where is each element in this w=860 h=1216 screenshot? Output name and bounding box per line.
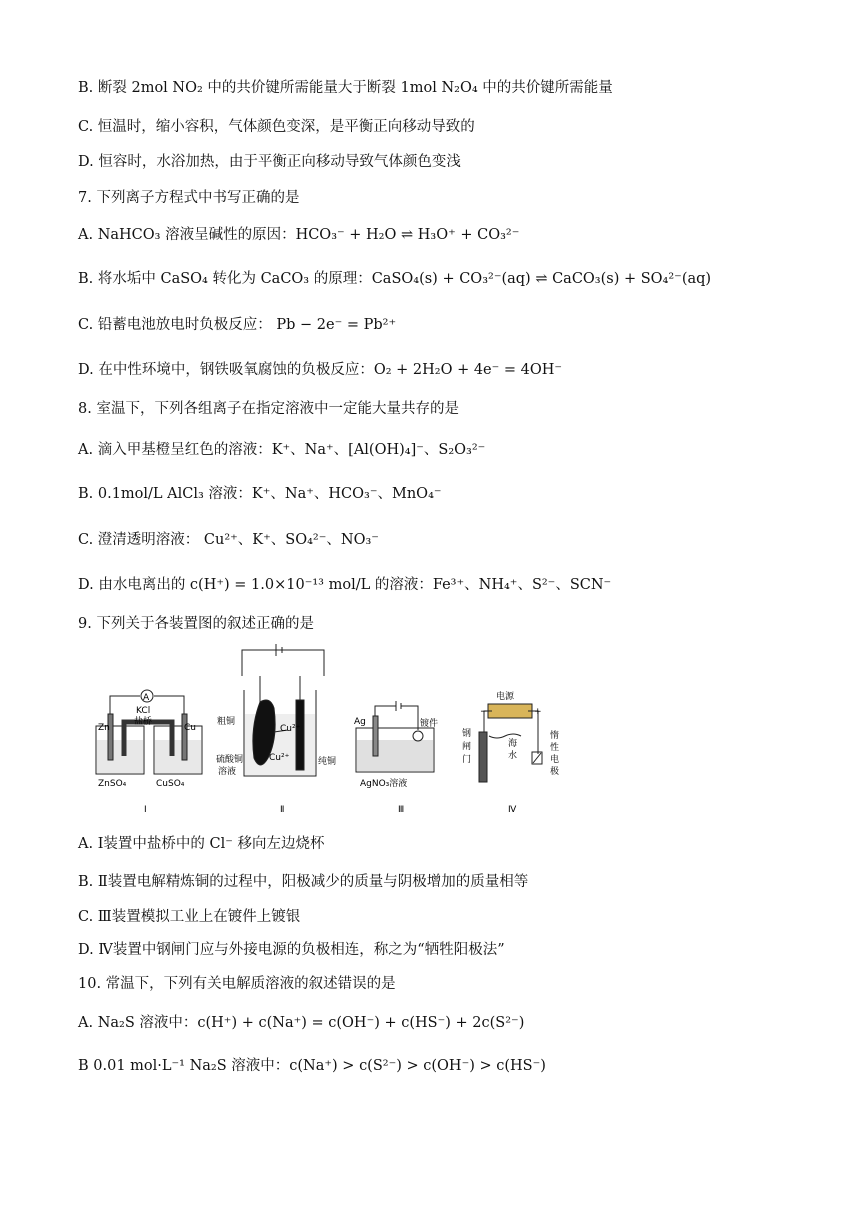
- inert-label-1: 惰: [550, 731, 560, 741]
- inert-label-4: 极: [550, 767, 560, 777]
- line-8d: D. 由水电离出的 c(H⁺) = 1.0×10⁻¹³ mol/L 的溶液：Fe³⁺、NH₄⁺、S²⁻、SCN⁻: [78, 577, 612, 593]
- inert-label-2: 性: [550, 743, 560, 753]
- caption-iii: Ⅲ: [398, 805, 405, 815]
- question-7: 7. 下列离子方程式中书写正确的是: [78, 190, 300, 206]
- caption-ii: Ⅱ: [280, 805, 285, 815]
- ag-label: Ag: [354, 717, 366, 727]
- minus-label: −: [480, 707, 488, 717]
- cu-label: Cu: [184, 723, 196, 733]
- question-8: 8. 室温下，下列各组离子在指定溶液中一定能大量共存的是: [78, 401, 459, 417]
- sol2-label-2: 溶液: [218, 767, 237, 777]
- zn-label: Zn: [98, 723, 110, 733]
- gate-label-1: 钢: [462, 729, 472, 739]
- znso4-label: ZnSO₄: [98, 779, 127, 789]
- line-9a: A. Ⅰ装置中盐桥中的 Cl⁻ 移向左边烧杯: [78, 836, 325, 852]
- sol2-label-1: 硫酸铜: [216, 755, 244, 765]
- line-7d: D. 在中性环境中，钢铁吸氧腐蚀的负极反应：O₂ + 2H₂O + 4e⁻ = 4OH⁻: [78, 362, 563, 378]
- cu-ion-2: Cu²⁺: [269, 753, 290, 763]
- question-10: 10. 常温下，下列有关电解质溶液的叙述错误的是: [78, 976, 396, 992]
- line-10b: B 0.01 mol·L⁻¹ Na₂S 溶液中：c(Na⁺) > c(S²⁻) > c(OH⁻) > c(HS⁻): [78, 1058, 546, 1074]
- line-8a: A. 滴入甲基橙呈红色的溶液：K⁺、Na⁺、[Al(OH)₄]⁻、S₂O₃²⁻: [78, 442, 486, 458]
- line-8c: C. 澄清透明溶液： Cu²⁺、K⁺、SO₄²⁻、NO₃⁻: [78, 532, 379, 548]
- line-8b: B. 0.1mol/L AlCl₃ 溶液：K⁺、Na⁺、HCO₃⁻、MnO₄⁻: [78, 486, 442, 502]
- cathode-label: 纯铜: [318, 757, 337, 767]
- plus-label: +: [534, 707, 542, 717]
- apparatus-figure: [84, 644, 584, 824]
- power-label: 电源: [496, 692, 515, 702]
- cuso4-label: CuSO₄: [156, 779, 185, 789]
- part-label: 镀件: [420, 719, 439, 729]
- line-6b: B. 断裂 2mol NO₂ 中的共价键所需能量大于断裂 1mol N₂O₄ 中的共价键所需能量: [78, 80, 613, 96]
- caption-i: Ⅰ: [144, 805, 147, 815]
- gate-label-3: 门: [462, 755, 472, 765]
- line-9c: C. Ⅲ装置模拟工业上在镀件上镀银: [78, 909, 301, 925]
- kcl-label: KCl: [136, 706, 151, 716]
- inert-label-3: 电: [550, 755, 560, 765]
- line-6d: D. 恒容时，水浴加热，由于平衡正向移动导致气体颜色变浅: [78, 154, 461, 170]
- sea-label-1: 海: [508, 739, 518, 749]
- sea-label-2: 水: [508, 751, 518, 761]
- line-7c: C. 铅蓄电池放电时负极反应： Pb − 2e⁻ = Pb²⁺: [78, 317, 397, 333]
- line-6c: C. 恒温时，缩小容积，气体颜色变深，是平衡正向移动导致的: [78, 119, 475, 135]
- apparatus-iii: [356, 701, 434, 772]
- cu-ion-1: Cu²⁺: [280, 724, 301, 734]
- anode-label: 粗铜: [217, 717, 236, 727]
- salt-bridge-label: 盐桥: [134, 717, 153, 727]
- line-7b: B. 将水垢中 CaSO₄ 转化为 CaCO₃ 的原理：CaSO₄(s) + CO₃²⁻(aq) ⇌ CaCO₃(s) + SO₄²⁻(aq): [78, 271, 712, 287]
- meter-label: A: [143, 693, 150, 703]
- line-10a: A. Na₂S 溶液中：c(H⁺) + c(Na⁺) = c(OH⁻) + c(HS⁻) + 2c(S²⁻): [78, 1015, 525, 1031]
- question-9: 9. 下列关于各装置图的叙述正确的是: [78, 616, 314, 632]
- line-7a: A. NaHCO₃ 溶液呈碱性的原因：HCO₃⁻ + H₂O ⇌ H₃O⁺ + CO₃²⁻: [78, 227, 520, 243]
- caption-iv: Ⅳ: [508, 805, 517, 815]
- line-9b: B. Ⅱ装置电解精炼铜的过程中，阳极减少的质量与阴极增加的质量相等: [78, 874, 529, 890]
- gate-label-2: 闸: [462, 742, 472, 752]
- agno3-label: AgNO₃溶液: [360, 779, 408, 789]
- line-9d: D. Ⅳ装置中钢闸门应与外接电源的负极相连，称之为“牺牲阳极法”: [78, 942, 505, 958]
